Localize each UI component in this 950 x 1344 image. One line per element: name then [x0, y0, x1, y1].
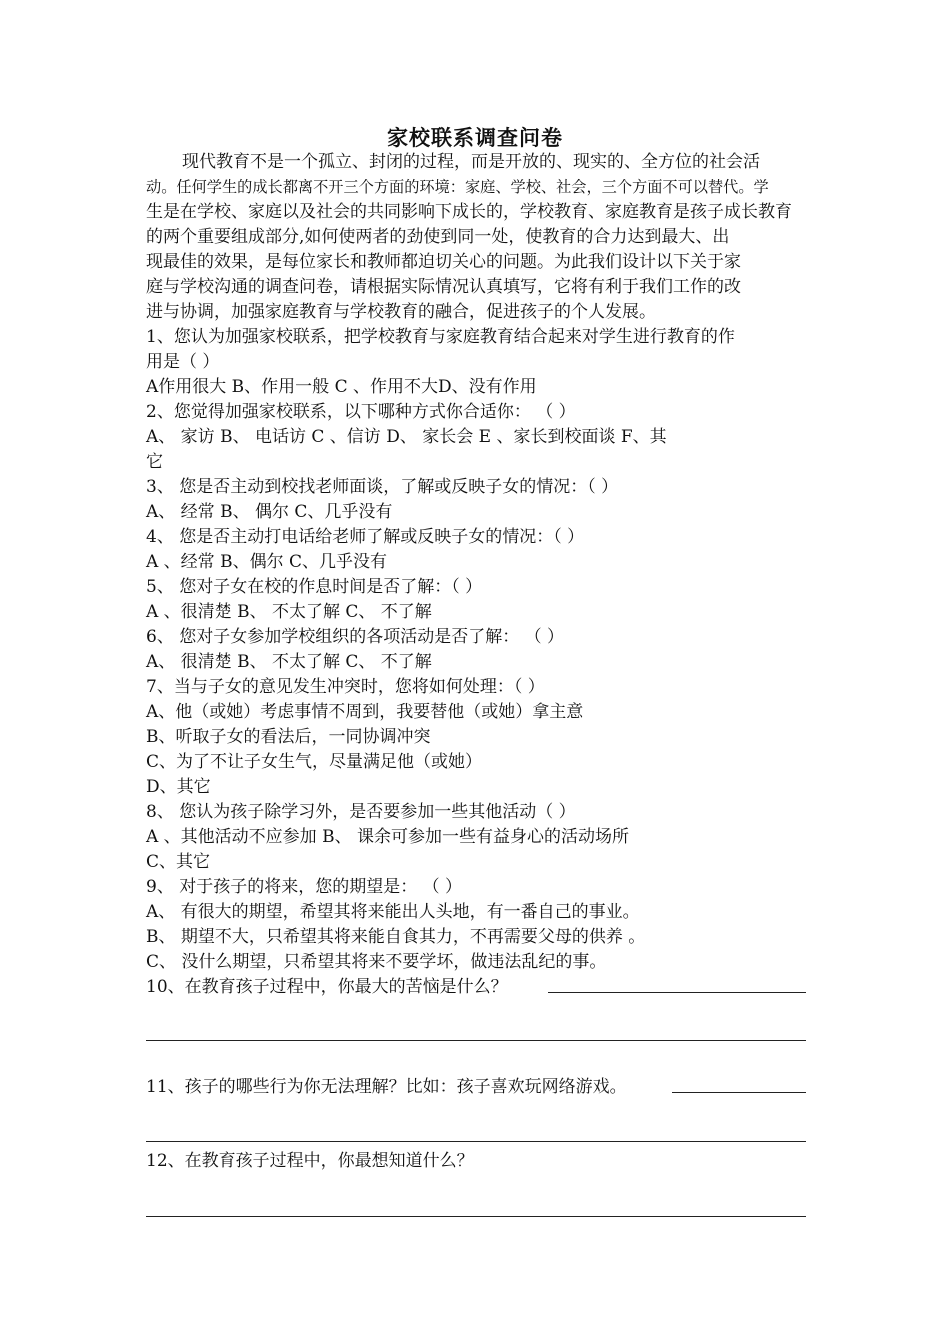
intro-line: 现代教育不是一个孤立、封闭的过程，而是开放的、现实的、全方位的社会活	[182, 152, 760, 172]
question-10: 10、在教育孩子过程中，你最大的苦恼是什么？	[146, 977, 508, 997]
intro-line: 庭与学校沟通的调查问卷，请根据实际情况认真填写，它将有利于我们工作的改	[146, 277, 741, 297]
intro-line: 现最佳的效果，是每位家长和教师都迫切关心的问题。为此我们设计以下关于家	[146, 252, 741, 272]
question-6: 6、 您对子女参加学校组织的各项活动是否了解： （ ）	[146, 627, 565, 647]
answer-line-q11[interactable]	[672, 1092, 806, 1093]
question-7-option-b: B、听取子女的看法后，一同协调冲突	[146, 727, 431, 747]
question-2-options: A、 家访 B、 电话访 C 、信访 D、 家长会 E 、家长到校面谈 F、其	[146, 427, 667, 447]
question-9-option-c: C、 没什么期望，只希望其将来不要学坏，做违法乱纪的事。	[146, 952, 607, 972]
question-4: 4、 您是否主动打电话给老师了解或反映子女的情况：（ ）	[146, 527, 585, 547]
question-9: 9、 对于孩子的将来，您的期望是： （ ）	[146, 877, 463, 897]
answer-line-q11-2[interactable]	[146, 1141, 806, 1142]
question-5: 5、 您对子女在校的作息时间是否了解：（ ）	[146, 577, 483, 597]
question-7: 7、当与子女的意见发生冲突时，您将如何处理：（ ）	[146, 677, 545, 697]
question-1: 1、您认为加强家校联系，把学校教育与家庭教育结合起来对学生进行教育的作	[146, 327, 735, 347]
question-5-options: A 、很清楚 B、 不太了解 C、 不了解	[146, 602, 432, 622]
question-7-option-a: A、他（或她）考虑事情不周到，我要替他（或她）拿主意	[146, 702, 584, 722]
intro-line: 的两个重要组成部分,如何使两者的劲使到同一处，使教育的合力达到最大、出	[146, 227, 730, 247]
question-8-options: A 、其他活动不应参加 B、 课余可参加一些有益身心的活动场所	[146, 827, 629, 847]
question-7-option-c: C、为了不让子女生气，尽量满足他（或她）	[146, 752, 483, 772]
answer-line-q12[interactable]	[146, 1216, 806, 1217]
question-4-options: A 、经常 B、偶尔 C、几乎没有	[146, 552, 387, 572]
question-3-options: A、 经常 B、 偶尔 C、几乎没有	[146, 502, 393, 522]
question-2-options-cont: 它	[146, 452, 163, 472]
question-11: 11、孩子的哪些行为你无法理解？比如：孩子喜欢玩网络游戏。	[146, 1077, 627, 1097]
question-8-option-c: C、其它	[146, 852, 211, 872]
question-6-options: A、 很清楚 B、 不太了解 C、 不了解	[146, 652, 432, 672]
answer-line-q10-2[interactable]	[146, 1040, 806, 1041]
question-9-option-b: B、 期望不大，只希望其将来能自食其力，不再需要父母的供养 。	[146, 927, 646, 947]
page-title: 家校联系调查问卷	[387, 126, 563, 150]
intro-line: 生是在学校、家庭以及社会的共同影响下成长的，学校教育、家庭教育是孩子成长教育	[146, 202, 792, 222]
question-12: 12、在教育孩子过程中，你最想知道什么？	[146, 1151, 474, 1171]
intro-line: 动。任何学生的成长都离不开三个方面的环境：家庭、学校、社会，三个方面不可以替代。学	[146, 178, 769, 196]
question-7-option-d: D、其它	[146, 777, 211, 797]
question-3: 3、 您是否主动到校找老师面谈，了解或反映子女的情况：（ ）	[146, 477, 619, 497]
question-2: 2、您觉得加强家校联系，以下哪种方式你合适你： （ ）	[146, 402, 576, 422]
question-1-options: A作用很大 B、作用一般 C 、作用不大D、没有作用	[146, 377, 537, 397]
intro-line: 进与协调，加强家庭教育与学校教育的融合，促进孩子的个人发展。	[146, 302, 656, 322]
question-1-blank: 用是（ ）	[146, 352, 220, 372]
question-9-option-a: A、 有很大的期望，希望其将来能出人头地，有一番自己的事业。	[146, 902, 640, 922]
answer-line-q10[interactable]	[548, 992, 806, 993]
question-8: 8、 您认为孩子除学习外，是否要参加一些其他活动（ ）	[146, 802, 576, 822]
